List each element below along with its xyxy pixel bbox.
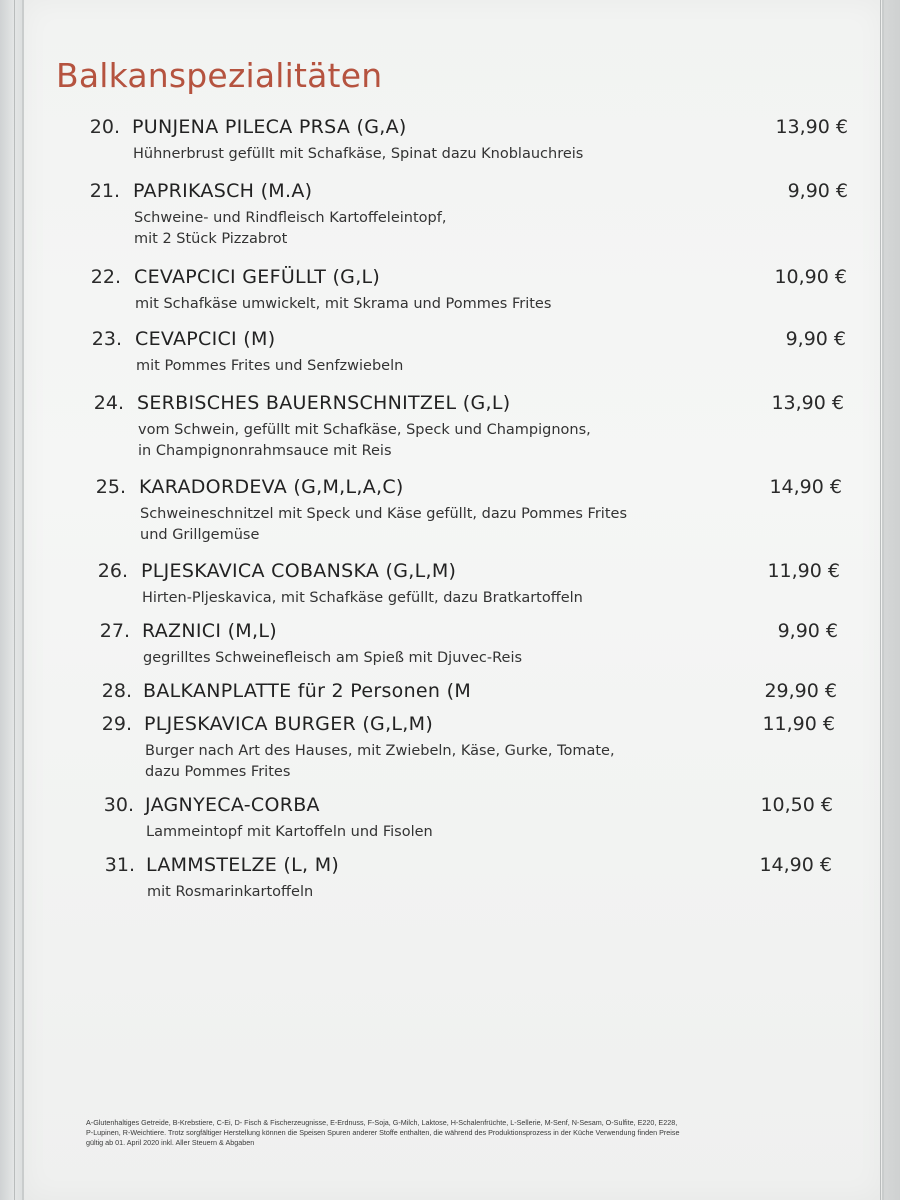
menu-item-description: vom Schwein, gefüllt mit Schafkäse, Speck und Champignons,: [138, 422, 591, 438]
menu-item-description: Burger nach Art des Hauses, mit Zwiebeln, Käse, Gurke, Tomate,: [145, 743, 615, 759]
allergen-footnote: [86, 1118, 816, 1148]
menu-title: Balkanspezialitäten: [56, 56, 383, 95]
menu-item-name: LAMMSTELZE (L, M): [146, 854, 340, 876]
menu-item-number: 28.: [101, 680, 132, 702]
footnote-line: P-Lupinen, R-Weichtiere. Trotz sorgfältiger Herstellung können die Speisen Spuren anderer Stoffe enthalten, die während des Produktionsprozess in der Küche Verwendung finden Preise: [86, 1128, 680, 1137]
menu-item-price: 11,90 €: [762, 713, 835, 735]
menu-item-description: Hirten-Pljeskavica, mit Schafkäse gefüllt, dazu Bratkartoffeln: [142, 590, 583, 606]
footnote-line: gültig ab 01. April 2020 inkl. Aller Steuern & Abgaben: [86, 1138, 255, 1147]
sheet-edge-left: [14, 0, 15, 1200]
menu-item-name: BALKANPLATTE für 2 Personen (M: [143, 680, 472, 702]
menu-item-price: 14,90 €: [769, 476, 842, 498]
menu-item-number: 29.: [101, 713, 132, 735]
menu-item-price: 14,90 €: [759, 854, 832, 876]
menu-item-name: KARADORDEVA (G,M,L,A,C): [139, 476, 404, 498]
menu-item-price: 11,90 €: [767, 560, 840, 582]
menu-item-description: Hühnerbrust gefüllt mit Schafkäse, Spinat dazu Knoblauchreis: [133, 146, 584, 162]
menu-item-name: PLJESKAVICA BURGER (G,L,M): [144, 713, 434, 735]
footnote-line: A-Glutenhaltiges Getreide, B-Krebstiere, C-Ei, D- Fisch & Fischerzeugnisse, E-Erdnuss, F-Soja, G-Milch, Laktose, H-Schalenfrüchte, L-Sellerie, M-Senf, N-Sesam, O-Sulfite, E220, E228,: [86, 1118, 678, 1127]
menu-item-name: SERBISCHES BAUERNSCHNITZEL (G,L): [137, 392, 511, 414]
sheet-edge-right: [880, 0, 881, 1200]
menu-item-description: und Grillgemüse: [140, 527, 260, 543]
menu-item-price: 29,90 €: [764, 680, 837, 702]
menu-item-price: 9,90 €: [785, 328, 846, 350]
menu-item-number: 25.: [95, 476, 126, 498]
menu-item-name: RAZNICI (M,L): [142, 620, 277, 642]
menu-item-description: Schweine- und Rindfleisch Kartoffeleintopf,: [134, 210, 447, 226]
menu-item-description: Schweineschnitzel mit Speck und Käse gefüllt, dazu Pommes Frites: [140, 506, 627, 522]
menu-item-number: 21.: [89, 180, 120, 202]
menu-item-price: 9,90 €: [777, 620, 838, 642]
menu-item-price: 10,90 €: [774, 266, 847, 288]
menu-item-price: 13,90 €: [771, 392, 844, 414]
menu-item-number: 31.: [104, 854, 135, 876]
menu-item-price: 10,50 €: [760, 794, 833, 816]
menu-item-name: PLJESKAVICA COBANSKA (G,L,M): [141, 560, 457, 582]
menu-item-number: 20.: [89, 116, 120, 138]
menu-item-number: 22.: [90, 266, 121, 288]
menu-item-name: CEVAPCICI GEFÜLLT (G,L): [134, 266, 381, 288]
menu-item-name: PAPRIKASCH (M.A): [133, 180, 313, 202]
menu-item-description: Lammeintopf mit Kartoffeln und Fisolen: [146, 824, 433, 840]
menu-item-name: PUNJENA PILECA PRSA (G,A): [132, 116, 407, 138]
menu-item-description: mit Schafkäse umwickelt, mit Skrama und Pommes Frites: [135, 296, 552, 312]
menu-item-number: 24.: [93, 392, 124, 414]
menu-item-price: 9,90 €: [787, 180, 848, 202]
menu-item-number: 30.: [103, 794, 134, 816]
menu-item-description: mit 2 Stück Pizzabrot: [134, 231, 288, 247]
menu-item-description: in Champignonrahmsauce mit Reis: [138, 443, 392, 459]
menu-item-name: CEVAPCICI (M): [135, 328, 276, 350]
menu-item-description: mit Rosmarinkartoffeln: [147, 884, 314, 900]
menu-item-name: JAGNYECA-CORBA: [145, 794, 320, 816]
menu-item-number: 26.: [97, 560, 128, 582]
menu-item-number: 27.: [99, 620, 130, 642]
menu-item-description: gegrilltes Schweinefleisch am Spieß mit Djuvec-Reis: [143, 650, 523, 666]
menu-item-description: dazu Pommes Frites: [145, 764, 291, 780]
menu-item-number: 23.: [91, 328, 122, 350]
menu-item-price: 13,90 €: [775, 116, 848, 138]
menu-item-description: mit Pommes Frites und Senfzwiebeln: [136, 358, 404, 374]
